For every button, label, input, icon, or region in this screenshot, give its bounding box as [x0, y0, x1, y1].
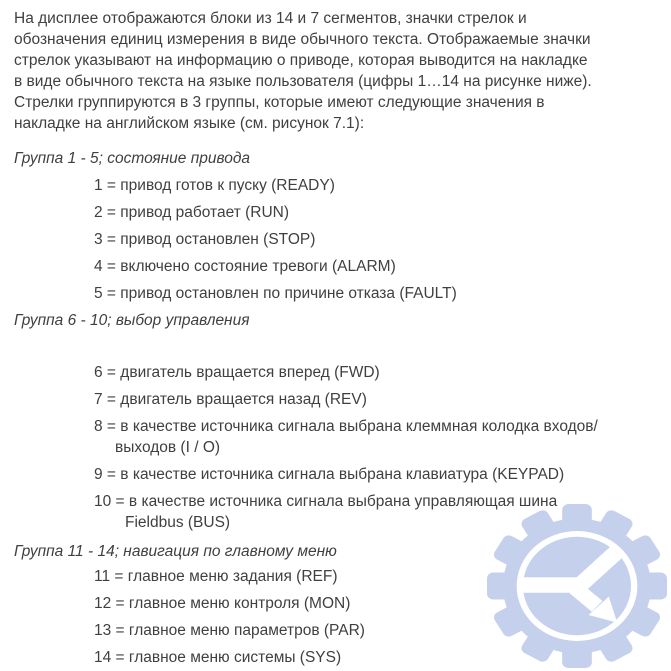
list-item-14 — [14, 647, 665, 668]
list-item-text: 12 = главное меню контроля (MON) — [94, 595, 351, 612]
group-3-heading: Группа 11 - 14; навигация по главному меню — [14, 543, 337, 560]
list-item-text: 14 = главное меню системы (SYS) — [94, 649, 342, 666]
intro-line: обозначения единиц измерения в виде обычного текста. Отображаемые значки — [14, 31, 591, 48]
list-item-text: 1 = привод готов к пуску (READY) — [94, 177, 335, 194]
list-item-6 — [14, 362, 665, 383]
list-item-text-wrap: выходов (I / O) — [115, 439, 221, 456]
list-item-1 — [14, 175, 665, 196]
list-item-text-wrap: Fieldbus (BUS) — [125, 514, 231, 531]
group-1-heading: Группа 1 - 5; состояние привода — [14, 150, 251, 167]
group-drive-status — [14, 148, 665, 304]
list-item-8 — [14, 416, 665, 458]
list-item-text: 6 = двигатель вращается вперед (FWD) — [94, 364, 380, 381]
list-item-text: 10 = в качестве источника сигнала выбрана управляющая шина — [94, 493, 558, 510]
list-item-11 — [14, 566, 665, 587]
list-item-7 — [14, 389, 665, 410]
list-item-13 — [14, 620, 665, 641]
list-item-text: 8 = в качестве источника сигнала выбрана клеммная колодка входов/ — [94, 418, 598, 435]
list-item-text: 5 = привод остановлен по причине отказа (FAULT) — [94, 285, 457, 302]
intro-line: стрелок указывают на информацию о приводе, которая выводится на накладке — [14, 52, 588, 69]
list-item-text: 2 = привод работает (RUN) — [94, 204, 290, 221]
list-item-text: 13 = главное меню параметров (PAR) — [94, 622, 365, 639]
list-item-text: 11 = главное меню задания (REF) — [94, 568, 338, 585]
document-content — [14, 8, 665, 668]
list-item-5 — [14, 283, 665, 304]
intro-paragraph — [14, 8, 665, 134]
group-2-heading: Группа 6 - 10; выбор управления — [14, 312, 250, 329]
intro-line: накладке на английском языке (см. рисунок 7.1): — [14, 115, 365, 132]
list-item-4 — [14, 256, 665, 277]
intro-line: в виде обычного текста на языке пользователя (цифры 1…14 на рисунке ниже). — [14, 73, 592, 90]
list-item-text: 7 = двигатель вращается назад (REV) — [94, 391, 367, 408]
list-item-text: 4 = включено состояние тревоги (ALARM) — [94, 258, 396, 275]
intro-line: На дисплее отображаются блоки из 14 и 7 сегментов, значки стрелок и — [14, 10, 527, 27]
list-item-12 — [14, 593, 665, 614]
list-item-text: 3 = привод остановлен (STOP) — [94, 231, 316, 248]
list-item-9 — [14, 464, 665, 485]
list-item-2 — [14, 202, 665, 223]
group-menu-navigation — [14, 541, 665, 668]
list-item-10 — [14, 491, 665, 533]
intro-line: Стрелки группируются в 3 группы, которые имеют следующие значения в — [14, 94, 545, 111]
group-control-selection — [14, 310, 665, 533]
list-item-text: 9 = в качестве источника сигнала выбрана клавиатура (KEYPAD) — [94, 466, 565, 483]
list-item-3 — [14, 229, 665, 250]
